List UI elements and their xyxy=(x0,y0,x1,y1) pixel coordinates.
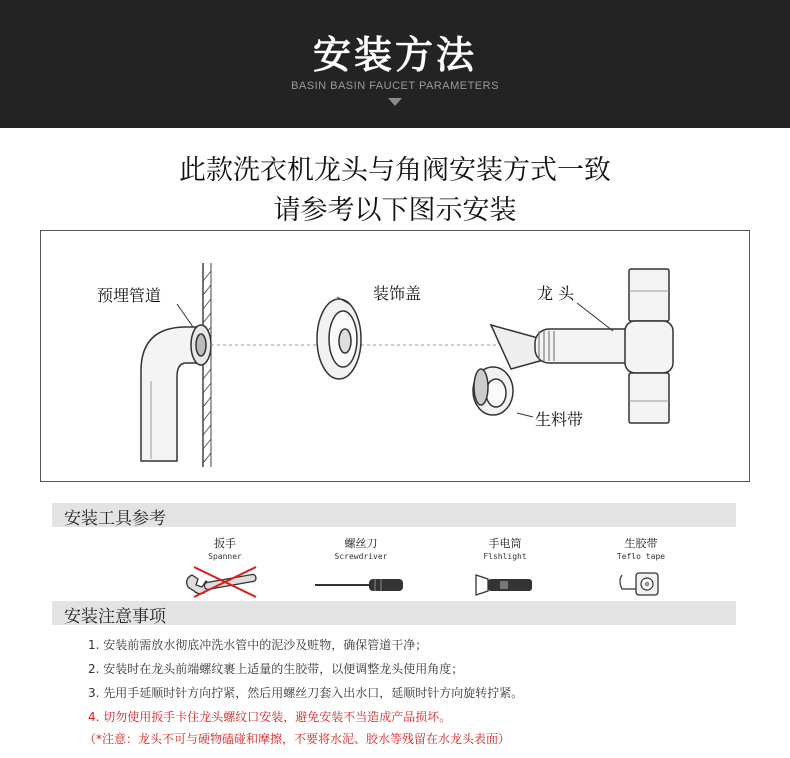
page-title: 安装方法 xyxy=(312,33,477,77)
tool-teflon-tape xyxy=(576,535,706,599)
decorative-cover-illustration xyxy=(317,299,361,379)
tools-section-bar xyxy=(52,503,736,527)
headline-line-1: 此款洗衣机龙头与角阀安装方式一致 xyxy=(179,155,611,186)
flashlight-icon xyxy=(470,565,540,599)
tool-screwdriver xyxy=(296,535,426,599)
tool-screwdriver-english: Screwdriver xyxy=(334,552,388,561)
down-arrow-icon xyxy=(388,98,402,106)
tape-roll-icon xyxy=(616,565,666,599)
label-faucet: 龙 头 xyxy=(537,284,575,303)
tool-flashlight xyxy=(440,535,570,599)
headline-line-2: 请参考以下图示安装 xyxy=(273,195,517,226)
notes-section-title: 安装注意事项 xyxy=(64,607,166,627)
tool-screwdriver-name: 螺丝刀 xyxy=(344,537,378,550)
tool-teflon-tape-name: 生胶带 xyxy=(624,537,658,550)
wall-illustration xyxy=(203,263,211,467)
tool-flashlight-english: Flshlight xyxy=(483,552,527,561)
note-caution: （*注意：龙头不可与硬物磕碰和摩擦，不要将水泥、胶水等残留在水龙头表面） xyxy=(84,732,511,746)
notes-section-bar xyxy=(52,601,736,625)
label-embedded-pipe: 预埋管道 xyxy=(97,286,162,305)
tools-section-title: 安装工具参考 xyxy=(64,509,166,529)
wrench-icon xyxy=(180,565,270,599)
installation-diagram-drawing xyxy=(41,231,751,483)
note-item-2: 2. 安装时在龙头前端螺纹裹上适量的生胶带，以便调整龙头使用角度； xyxy=(88,662,464,676)
label-teflon-tape: 生料带 xyxy=(535,410,584,429)
screwdriver-icon xyxy=(311,565,411,599)
tool-flashlight-name: 手电筒 xyxy=(488,537,522,550)
note-item-1: 1. 安装前需放水彻底冲洗水管中的泥沙及赃物，确保管道干净； xyxy=(88,638,428,652)
note-item-3: 3. 先用手延顺时针方向拧紧，然后用螺丝刀套入出水口，延顺时针方向旋转拧紧。 xyxy=(88,686,524,700)
tool-teflon-tape-english: Teflo tape xyxy=(616,552,666,561)
tool-spanner-english: Spanner xyxy=(208,552,242,561)
tool-spanner xyxy=(160,535,290,599)
note-item-4-warning: 4. 切勿使用扳手卡住龙头螺纹口安装，避免安装不当造成产品损坏。 xyxy=(88,710,452,724)
header-banner xyxy=(0,0,790,128)
label-decorative-cover: 装饰盖 xyxy=(373,284,422,303)
embedded-pipe-illustration xyxy=(141,325,211,461)
tool-spanner-name: 扳手 xyxy=(214,537,236,550)
page-subtitle: BASIN BASIN FAUCET PARAMETERS xyxy=(291,80,499,92)
installation-diagram xyxy=(40,230,750,482)
